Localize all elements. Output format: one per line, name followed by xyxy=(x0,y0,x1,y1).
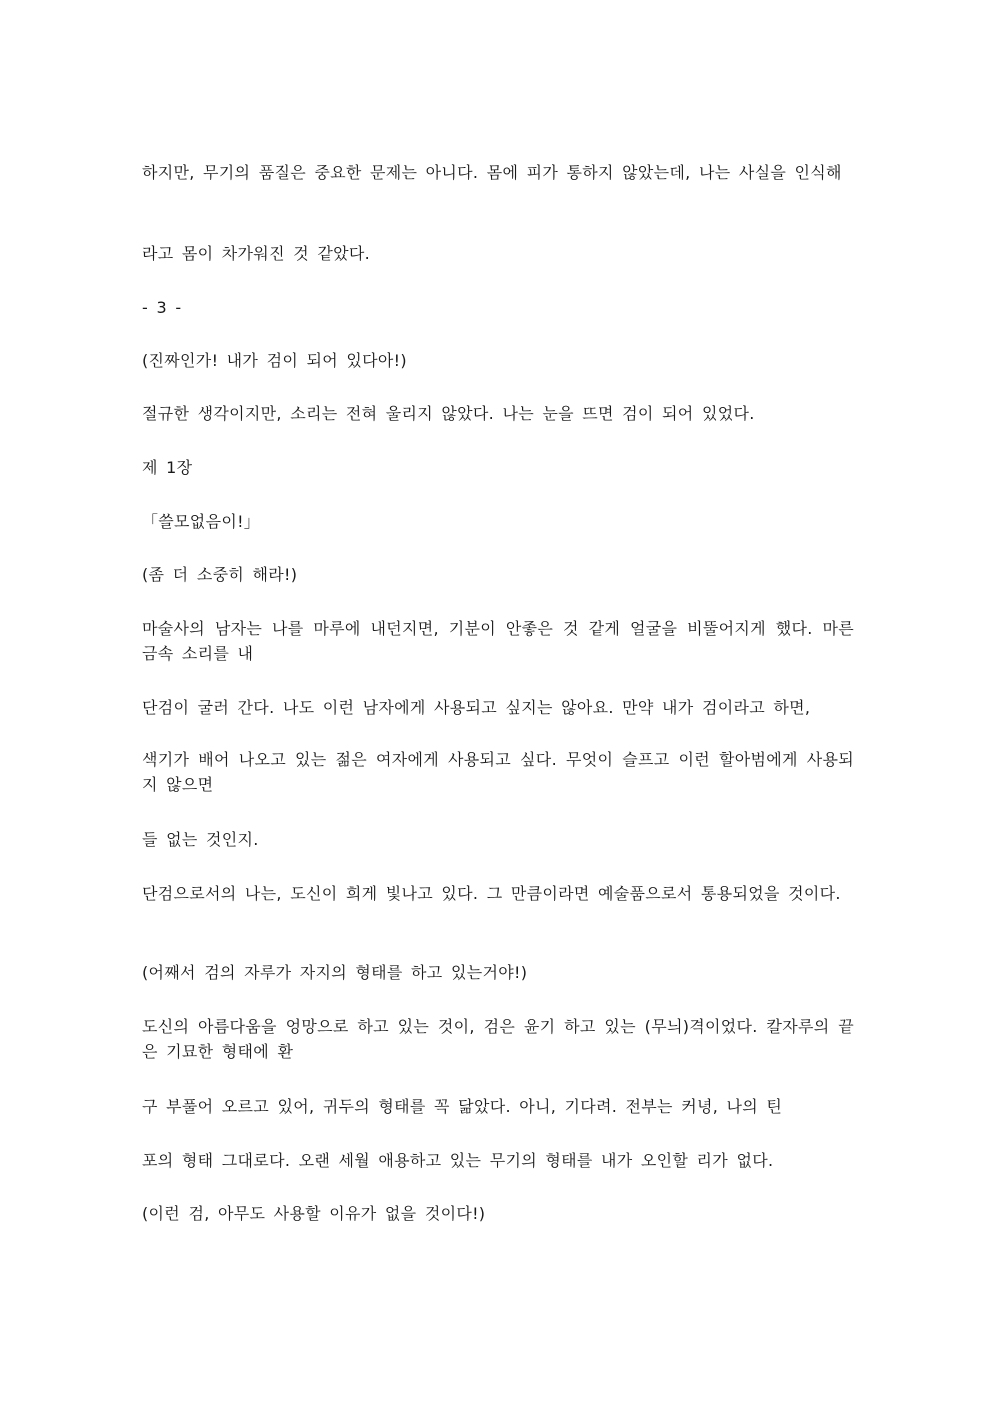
paragraph-15: 포의 형태 그대로다. 오랜 세월 애용하고 있는 무기의 형태를 내가 오인할 리가 없다. xyxy=(142,1151,774,1170)
paragraph-3: (진짜인가! 내가 검이 되어 있다아!) xyxy=(142,351,407,370)
paragraph-7: 마술사의 남자는 나를 마루에 내던지면, 기분이 안좋은 것 같게 얼굴을 비뚤어지게 했다. 마른 금속 소리를 내 xyxy=(142,619,854,663)
paragraph-10: 들 없는 것인지. xyxy=(142,830,259,849)
paragraph-8: 단검이 굴러 간다. 나도 이런 남자에게 사용되고 싶지는 않아요. 만약 내가 검이라고 하면, xyxy=(142,698,811,717)
page-number: - 3 - xyxy=(142,298,182,317)
paragraph-11: 단검으로서의 나는, 도신이 희게 빛나고 있다. 그 만큼이라면 예술품으로서 통용되었을 것이다. xyxy=(142,884,841,903)
chapter-heading: 제 1장 xyxy=(142,458,193,477)
paragraph-6: (좀 더 소중히 해라!) xyxy=(142,565,298,584)
paragraph-5: 「쓸모없음이!」 xyxy=(142,512,261,531)
paragraph-13: 도신의 아름다움을 엉망으로 하고 있는 것이, 검은 윤기 하고 있는 (무늬)격이었다. 칼자루의 끝은 기묘한 형태에 환 xyxy=(142,1017,854,1061)
paragraph-14: 구 부풀어 오르고 있어, 귀두의 형태를 꼭 닮았다. 아니, 기다려. 전부는 커녕, 나의 틴 xyxy=(142,1097,783,1116)
paragraph-16: (이런 검, 아무도 사용할 이유가 없을 것이다!) xyxy=(142,1204,486,1223)
paragraph-12: (어째서 검의 자루가 자지의 형태를 하고 있는거야!) xyxy=(142,963,528,982)
paragraph-2: 라고 몸이 차가워진 것 같았다. xyxy=(142,244,371,263)
paragraph-4: 절규한 생각이지만, 소리는 전혀 울리지 않았다. 나는 눈을 뜨면 검이 되어 있었다. xyxy=(142,404,755,423)
paragraph-1: 하지만, 무기의 품질은 중요한 문제는 아니다. 몸에 피가 통하지 않았는데, 나는 사실을 인식해 xyxy=(142,163,842,182)
paragraph-9: 색기가 배어 나오고 있는 젊은 여자에게 사용되고 싶다. 무엇이 슬프고 이런 할아범에게 사용되지 않으면 xyxy=(142,750,854,794)
